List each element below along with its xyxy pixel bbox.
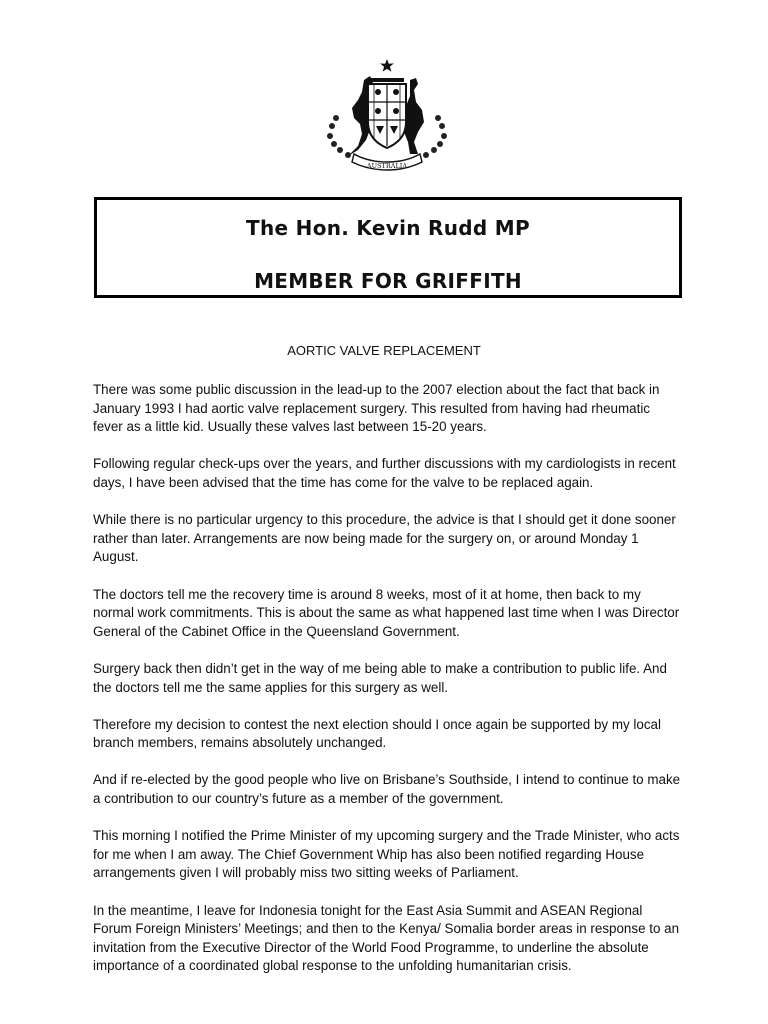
- paragraph: Following regular check-ups over the years, and further discussions with my cardiologists in recent days, I have been advised that the time has come for the valve to be replaced again.: [93, 456, 676, 490]
- paragraph: This morning I notified the Prime Minister of my upcoming surgery and the Trade Minister, who acts for me when I am away. The Chief Government Whip has also been notified regarding House arrangements given I will probably miss two sitting weeks of Parliament.: [93, 828, 680, 881]
- coat-of-arms-emblem: [318, 58, 456, 176]
- paragraph: Therefore my decision to contest the next election should I once again be supported by my local branch members, remains absolutely unchanged.: [93, 716, 661, 751]
- paragraph: There was some public discussion in the lead-up to the 2007 election about the fact that back in January 1993 I had aortic valve replacement surgery. This resulted from having had rheumatic fever as a little kid. Usually these valves last between 15-20 years.: [93, 382, 660, 435]
- paragraph: And if re-elected by the good people who live on Brisbane’s Southside, I intend to continue to make a contribution to our country’s future as a member of the government.: [93, 772, 681, 807]
- paragraph: The doctors tell me the recovery time is around 8 weeks, most of it at home, then back to my normal work commitments. This is about the same as what happened last time when I was Director General of the Cabinet Office in the Queensland Government.: [93, 586, 680, 639]
- paragraph: In the meantime, I leave for Indonesia tonight for the East Asia Summit and ASEAN Regional Forum Foreign Ministers’ Meetings; and then to the Kenya/ Somalia border areas in response to an invitation from the Executive Director of the World Food Programme, to underline the absolute importance of a coordinated global response to the unfolding humanitarian crisis.: [93, 902, 680, 974]
- paragraph: While there is no particular urgency to this procedure, the advice is that I should get it done sooner rather than later. Arrangements are now being made for the surgery on, or around Monday 1 August.: [93, 512, 676, 565]
- document-heading: AORTIC VALVE REPLACEMENT: [287, 343, 481, 358]
- motto-text: AUSTRALIA: [366, 162, 408, 170]
- document-body: [93, 381, 683, 995]
- member-name: The Hon. Kevin Rudd MP: [246, 216, 530, 240]
- star-icon: [380, 59, 394, 72]
- paragraph: Surgery back then didn’t get in the way of me being able to make a contribution to public life. And the doctors tell me the same applies for this surgery as well.: [93, 660, 667, 695]
- member-office: MEMBER FOR GRIFFITH: [254, 269, 522, 293]
- title-box: [94, 197, 682, 298]
